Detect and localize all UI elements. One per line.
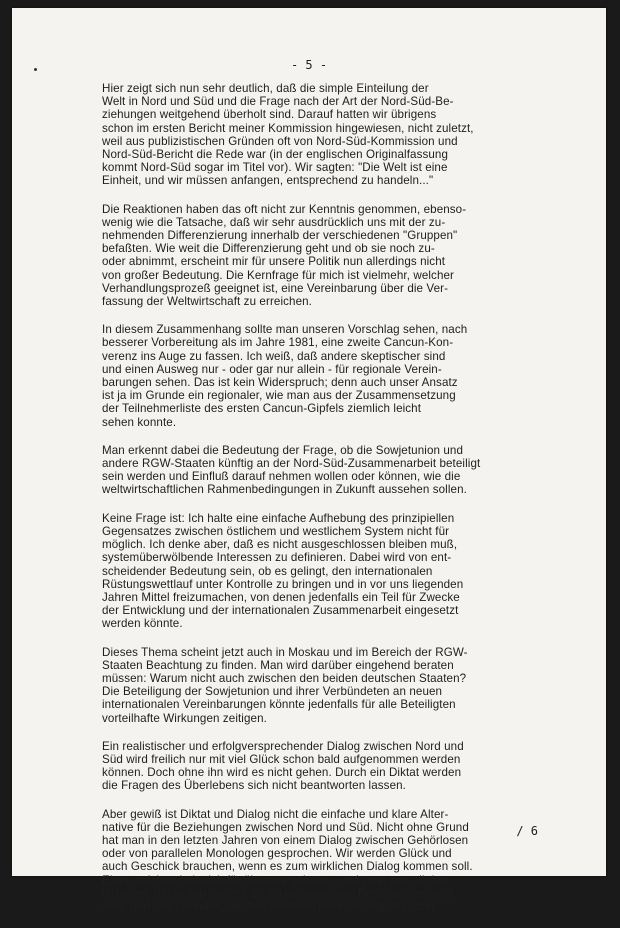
text-line: ziehungen weitgehend überholt sind. Darauf hatten wir übrigens [102,108,437,122]
text-line: scheidender Bedeutung sein, ob es gelingt, den internationalen [102,564,433,578]
text-line: Süd wird freilich nur mit viel Glück schon bald aufgenommen werden [102,752,461,766]
text-line: ist ja im Grunde ein regionaler, wie man aus der Zusammensetzung [102,389,456,403]
text-line: Jahren Mittel freizumachen, von denen jedenfalls ein Teil für Zwecke [102,590,460,604]
text-line: Die Beteiligung der Sowjetunion und ihrer Verbündeten an neuen [102,685,443,699]
text-line: werden könnte. [102,617,183,631]
text-line: Welt in Nord und Süd und die Frage nach der Art der Nord-Süd-Be- [102,95,454,109]
paragraph [102,82,577,188]
page-number: - 5 - [290,58,328,72]
paragraph [102,323,577,429]
text-line: Verhandlungsprozeß geeignet ist, eine Vereinbarung über die Ver- [102,281,449,295]
text-line: fassung der Weltwirtschaft zu erreichen. [102,295,312,309]
text-line: besserer Vorbereitung als im Jahre 1981, eine zweite Cancun-Kon- [102,336,454,350]
text-line: systemüberwölbende Interessen zu definieren. Dabei wird von ent- [102,551,452,565]
text-line: Rüstungswettlauf unter Kontrolle zu bringen und in vor uns liegenden [102,577,464,591]
text-line: Gegensatzes zwischen östlichem und westlichem System nicht für [102,524,450,538]
text-line: schon im ersten Bericht meiner Kommission hingewiesen, nicht zuletzt, [102,121,474,135]
text-line: sein werden und Einfluß darauf nehmen wollen oder können, wie die [102,470,461,484]
text-line: der Entwicklung und der internationalen Zusammenarbeit eingesetzt [102,604,459,618]
text-line: müssen: Warum nicht auch zwischen den beiden deutschen Staaten? [102,671,467,685]
paragraph [102,203,577,309]
text-line: und einen Ausweg nur - oder gar nur allein - für regionale Verein- [102,362,442,376]
text-line: barungen sehen. Das ist kein Widerspruch; denn auch unser Ansatz [102,376,458,390]
text-line: verenz ins Auge zu fassen. Ich weiß, daß andere skeptischer sind [102,349,446,363]
text-line: oder von parallelen Monologen gesprochen. Wir werden Glück und [102,847,452,861]
text-line: Die Reaktionen haben das oft nicht zur Kenntnis genommen, ebenso- [102,202,467,216]
text-line: kommt Nord-Süd sogar im Titel vor). Wir sagten: "Die Welt ist eine [102,161,448,175]
text-line: Gründen, die in den von mir zu verantwortenden Berichten genannt [102,886,454,900]
paragraph [102,512,577,631]
text-line: Keine Frage ist: Ich halte eine einfache Aufhebung des prinzipiellen [102,511,455,525]
body-text [102,82,577,928]
text-line: Einheit, und wir müssen anfangen, entsprechend zu handeln..." [102,174,434,188]
text-line: In diesem Zusammenhang sollte man unseren Vorschlag sehen, nach [102,323,468,337]
text-line: Dieses Thema scheint jetzt auch in Moskau und im Bereich der RGW- [102,645,468,659]
text-line: können. Doch ohne ihn wird es nicht gehen. Durch ein Diktat werden [102,766,462,780]
text-line: von großer Bedeutung. Die Kernfrage für mich ist vielmehr, welcher [102,268,454,282]
text-line: Nord-Süd-Bericht die Rede war (in der englischen Originalfassung [102,148,449,162]
text-line: vorteilhafte Wirkungen zeitigen. [102,711,267,725]
paragraph [102,740,577,793]
text-line: nehmenden Differenzierung innerhalb der verschiedenen "Gruppen" [102,229,458,243]
paragraph [102,444,577,497]
text-line: Einen solchen halte ich für überaus geboten, und zwar aus all den [102,873,448,887]
text-line: oder abnimmt, erscheint mir für unsere Politik nun allerdings nicht [102,255,446,269]
paragraph [102,808,577,914]
paragraph [102,646,577,725]
text-line: native für die Beziehungen zwischen Nord und Süd. Nicht ohne Grund [102,820,469,834]
text-line: hat man in den letzten Jahren von einem Dialog zwischen Gehörlosen [102,833,469,847]
text-line: auch Geschick brauchen, wenn es zum wirklichen Dialog kommen soll. [102,860,473,874]
text-line: wenig wie die Tatsache, daß wir sehr ausdrücklich uns mit der zu- [102,215,446,229]
text-line: Man erkennt dabei die Bedeutung der Frage, ob die Sowjetunion und [102,443,464,457]
text-line: der Teilnehmerliste des ersten Cancun-Gipfels ziemlich leicht [102,402,422,416]
text-line: befaßten. Wie weit die Differenzierung geht und ob sie noch zu- [102,242,435,256]
next-page-marker: / 6 [516,824,538,838]
text-line: sind, und aus Gründen, die den weiteren Bereich weltpolitischer [102,899,436,913]
text-line: Hier zeigt sich nun sehr deutlich, daß die simple Einteilung der [102,82,429,95]
text-line: die Fragen des Überlebens sich nicht beantworten lassen. [102,779,406,793]
text-line: andere RGW-Staaten künftig an der Nord-Süd-Zusammenarbeit beteiligt [102,457,481,471]
document-page [12,8,606,913]
text-line: internationalen Vereinbarungen könnte jedenfalls für alle Beteiligten [102,698,456,712]
text-line: möglich. Ich denke aber, daß es nicht ausgeschlossen bleiben muß, [102,538,458,552]
text-line: weltwirtschaftlichen Rahmenbedingungen in Zukunft aussehen sollen. [102,483,467,497]
text-line: sehen konnte. [102,415,177,429]
text-line: Ein realistischer und erfolgversprechender Dialog zwischen Nord und [102,739,464,753]
text-line: weil aus publizistischen Gründen oft von Nord-Süd-Kommission und [102,134,458,148]
text-line: Staaten Beachtung zu finden. Man wird darüber eingehend beraten [102,658,454,672]
text-line: Aber gewiß ist Diktat und Dialog nicht die einfache und klare Alter- [102,807,449,821]
